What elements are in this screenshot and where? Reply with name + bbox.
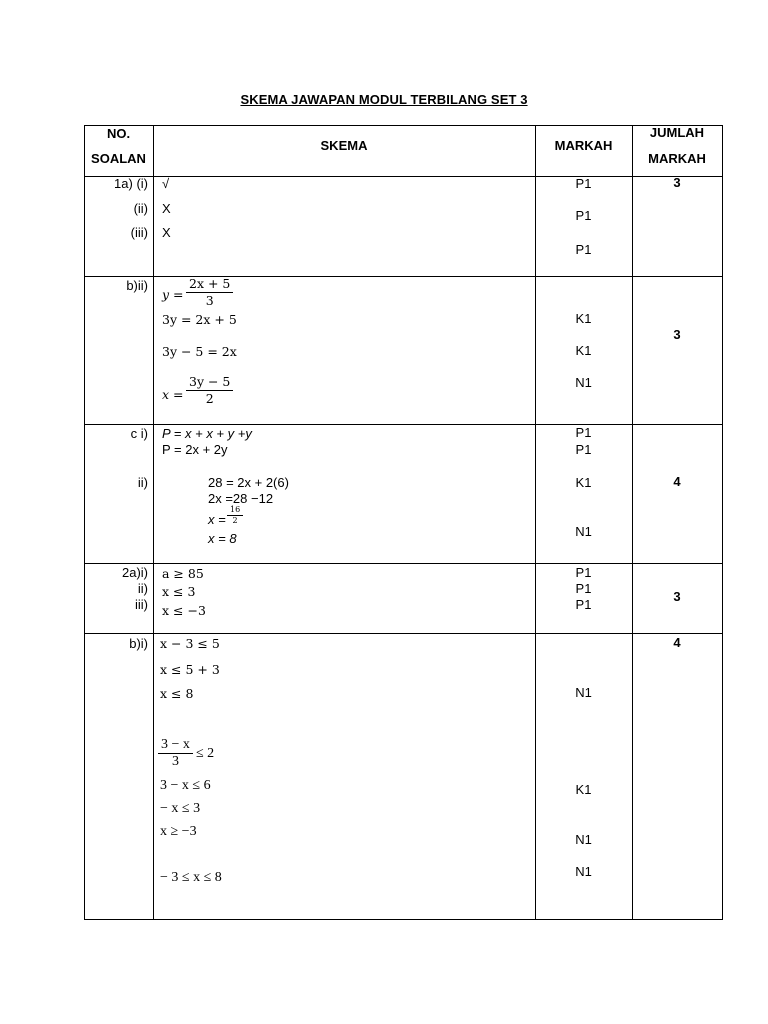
q2b-fraction-denominator: 3 bbox=[171, 754, 179, 769]
q1c-line5-denominator: 2 bbox=[232, 516, 238, 525]
q2b-line7: x ≥ −3 bbox=[160, 824, 197, 839]
q2a-answer-iii: x ≤ −3 bbox=[162, 603, 206, 618]
q1b-line4-numerator: 3y − 5 bbox=[186, 375, 233, 391]
q1b-line4-denominator: 2 bbox=[205, 391, 214, 406]
q1c-mark-3: K1 bbox=[575, 475, 592, 490]
q2b-mark-2: K1 bbox=[575, 782, 592, 797]
q2a-mark-3: P1 bbox=[575, 597, 592, 612]
header-soalan: SOALAN bbox=[91, 151, 146, 166]
q2b-mark-1: N1 bbox=[575, 685, 592, 700]
q2b-line1: x − 3 ≤ 5 bbox=[160, 636, 220, 651]
q1b-line1-lhs: y = bbox=[162, 287, 184, 302]
q1b-mark-2: K1 bbox=[575, 343, 592, 358]
q1c-total: 4 bbox=[673, 474, 681, 489]
q1c-mark-1: P1 bbox=[575, 425, 592, 440]
q2a-label-ii: ii) bbox=[137, 581, 148, 596]
q1b-line1-fraction bbox=[186, 277, 233, 308]
q1c-line5-lhs: x = bbox=[208, 512, 226, 527]
q1b-mark-3: N1 bbox=[575, 375, 592, 390]
q1b-line1-denominator: 3 bbox=[205, 293, 214, 308]
q2b-label: b)i) bbox=[129, 636, 148, 651]
q2b-line5: 3 − x ≤ 6 bbox=[160, 778, 211, 793]
q1c-line6: x = 8 bbox=[208, 531, 237, 546]
q1b-mark-1: K1 bbox=[575, 311, 592, 326]
q1c-mark-4: N1 bbox=[575, 524, 592, 539]
q1a-label-i: 1a) (i) bbox=[114, 176, 148, 191]
q1b-line2: 3y = 2x + 5 bbox=[162, 312, 237, 327]
q1c-mark-2: P1 bbox=[575, 442, 592, 457]
q1c-label-ii: ii) bbox=[137, 475, 148, 490]
header-markah: MARKAH bbox=[554, 138, 613, 153]
header-skema: SKEMA bbox=[320, 138, 368, 153]
q1b-line1-numerator: 2x + 5 bbox=[186, 277, 233, 293]
q2a-mark-2: P1 bbox=[575, 581, 592, 596]
q1b-line4-fraction bbox=[186, 375, 233, 406]
q2b-mark-4: N1 bbox=[575, 864, 592, 879]
q1c-line5-fraction bbox=[227, 506, 243, 525]
q2b-line2: x ≤ 5 + 3 bbox=[160, 662, 220, 677]
q1a-answer-i: √ bbox=[162, 176, 170, 191]
q2b-line3: x ≤ 8 bbox=[160, 686, 194, 701]
q1a-mark-i: P1 bbox=[575, 176, 592, 191]
header-jumlah: JUMLAH bbox=[649, 125, 705, 140]
q1b-label: b)ii) bbox=[126, 278, 148, 293]
q1a-answer-iii: X bbox=[162, 225, 171, 240]
q2b-fraction-numerator: 3 − x bbox=[158, 738, 193, 754]
q1c-line1: P = x + x + y +y bbox=[162, 426, 252, 441]
q1c-line5-numerator: 16 bbox=[227, 506, 243, 516]
q1a-label-ii: (ii) bbox=[133, 201, 148, 216]
q1a-answer-ii: X bbox=[162, 201, 171, 216]
header-jumlah-markah: MARKAH bbox=[648, 151, 706, 166]
page-title: SKEMA JAWAPAN MODUL TERBILANG SET 3 bbox=[240, 92, 528, 107]
q2a-total: 3 bbox=[673, 589, 681, 604]
q1a-mark-ii: P1 bbox=[575, 208, 592, 223]
q1b-total: 3 bbox=[673, 327, 681, 342]
q1b-line4-lhs: x = bbox=[162, 387, 184, 402]
q2a-answer-ii: x ≤ 3 bbox=[162, 584, 196, 599]
q2b-line8: − 3 ≤ x ≤ 8 bbox=[160, 870, 222, 885]
header-no: NO. bbox=[106, 126, 131, 141]
q1b-line3: 3y − 5 = 2x bbox=[162, 344, 237, 359]
q1c-line4: 2x =28 −12 bbox=[208, 491, 274, 506]
q1a-mark-iii: P1 bbox=[575, 242, 592, 257]
q1c-label-i: c i) bbox=[130, 426, 148, 441]
q2b-mark-3: N1 bbox=[575, 832, 592, 847]
q2b-line6: − x ≤ 3 bbox=[160, 801, 201, 816]
q2b-fraction bbox=[158, 738, 193, 769]
q2a-label-i: 2a)i) bbox=[121, 565, 148, 580]
q2b-fraction-rhs: ≤ 2 bbox=[196, 746, 215, 761]
q2a-label-iii: iii) bbox=[135, 597, 148, 612]
q1c-line3: 28 = 2x + 2(6) bbox=[208, 475, 289, 490]
q2a-answer-i: a ≥ 85 bbox=[162, 566, 204, 581]
q2b-total: 4 bbox=[673, 635, 681, 650]
q1a-total: 3 bbox=[673, 175, 681, 190]
q2a-mark-1: P1 bbox=[575, 565, 592, 580]
q1c-line2: P = 2x + 2y bbox=[162, 442, 228, 457]
q1a-label-iii: (iii) bbox=[130, 225, 148, 240]
